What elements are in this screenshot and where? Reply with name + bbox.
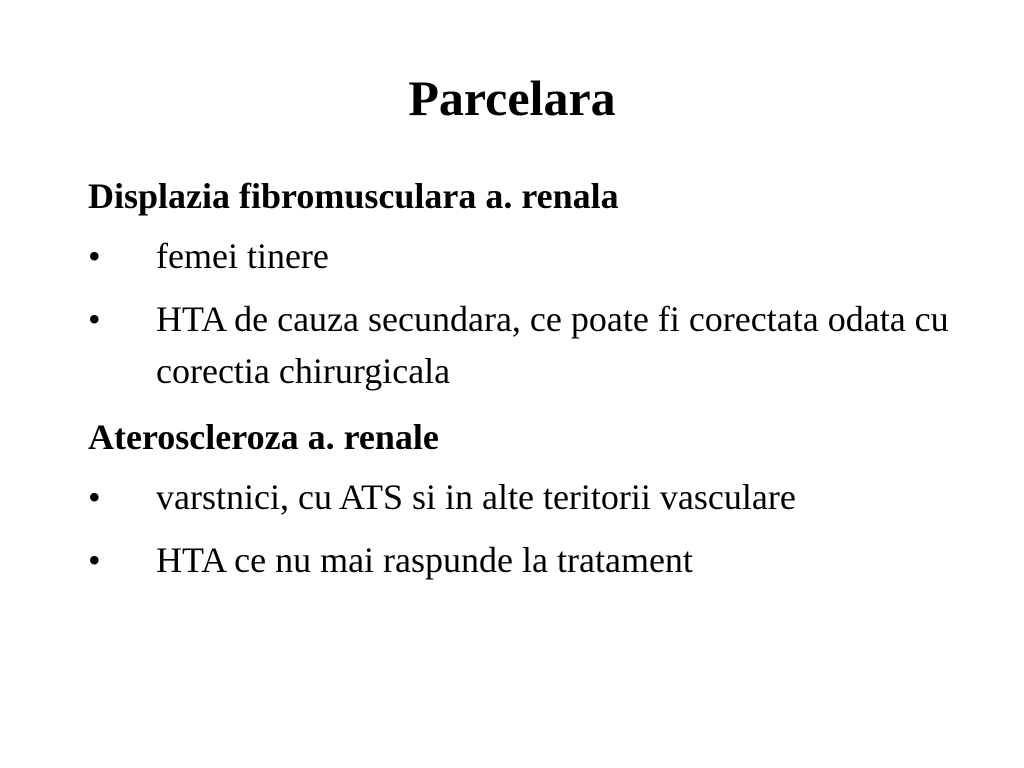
bullet-icon: • [88,477,101,517]
list-item-text: HTA de cauza secundara, ce poate fi corectata odata cu corectia chirurgicala [156,299,949,391]
list-item [88,230,968,282]
bullet-icon: • [88,540,101,580]
section-heading: Displazia fibromusculara a. renala [88,176,619,216]
list-item-text: HTA ce nu mai raspunde la tratament [156,540,693,580]
section-renal-atherosclerosis [88,411,968,586]
slide-content [88,170,968,597]
list-item [88,293,968,397]
bullet-icon: • [88,299,101,339]
list-item [88,534,968,586]
list-item-text: varstnici, cu ATS si in alte teritorii vasculare [156,477,796,517]
bullet-icon: • [88,236,101,276]
section-fibromuscular-dysplasia [88,170,968,397]
list-item [88,471,968,523]
list-item-text: femei tinere [156,236,329,276]
slide-title: Parcelara [408,70,616,126]
section-heading: Ateroscleroza a. renale [88,417,439,457]
